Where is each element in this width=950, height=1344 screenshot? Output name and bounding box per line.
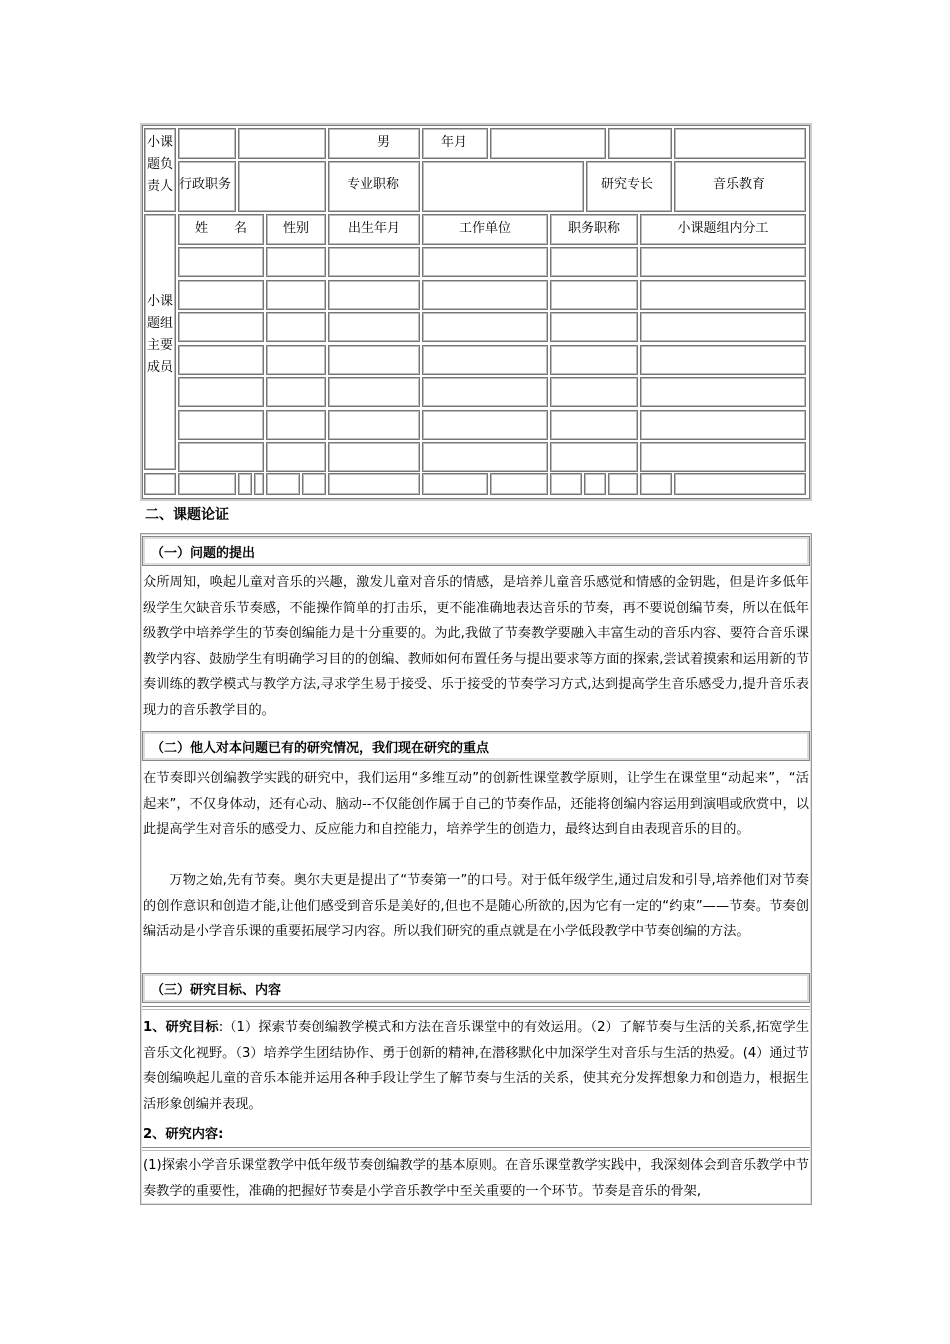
member-cell[interactable] <box>266 345 326 375</box>
member-cell[interactable] <box>640 410 806 440</box>
spacer-cell <box>608 473 638 495</box>
member-cell[interactable] <box>550 312 638 342</box>
header-gender: 性别 <box>266 214 326 245</box>
gender-value: 男 <box>377 135 391 150</box>
spacer-cell <box>640 473 672 495</box>
spacer-cell <box>490 473 548 495</box>
member-cell[interactable] <box>640 345 806 375</box>
admin-title-label: 行政职务 <box>179 177 232 192</box>
content-text: (1)探索小学音乐课堂教学中低年级节奏创编教学的基本原则。在音乐课堂教学实践中，我深刻体会到音乐教学中节奏教学的重要性，准确的把握好节奏是小学音乐教学中至关重要的一个环节。节奏是音乐的骨架, <box>143 1158 809 1199</box>
member-cell[interactable] <box>266 410 326 440</box>
cell-r1-5[interactable] <box>490 128 606 159</box>
section2-title: 二、课题论证 <box>145 507 229 523</box>
cell-r1-2[interactable] <box>238 128 326 159</box>
spacer-cell <box>178 473 236 495</box>
specialty-value: 音乐教育 <box>713 177 766 192</box>
pro-title-cell <box>328 161 420 212</box>
member-cell[interactable] <box>266 247 326 277</box>
part3-heading: （三）研究目标、内容 <box>142 973 810 1003</box>
member-cell[interactable] <box>266 442 326 472</box>
cell-r1-4 <box>422 128 488 159</box>
specialty-label: 研究专长 <box>601 177 654 192</box>
member-cell[interactable] <box>550 280 638 310</box>
member-cell[interactable] <box>640 312 806 342</box>
member-cell[interactable] <box>178 280 264 310</box>
member-cell[interactable] <box>550 442 638 472</box>
goal-text: :（1）探索节奏创编教学模式和方法在音乐课堂中的有效运用。（2）了解节奏与生活的关系,拓宽学生音乐文化视野。（3）培养学生团结协作、勇于创新的精神,在潜移默化中加深学生对音乐与生活的热爱。(4）通过节奏创编唤起儿童的音乐本能并运用各种手段让学生了解节奏与生活的关系，使其充分发挥想象力和创造力，根据生活形象创编并表现。 <box>143 1020 810 1112</box>
cell-r1-3 <box>328 128 420 159</box>
cell-r1-6[interactable] <box>608 128 672 159</box>
header-name: 姓 名 <box>178 214 264 245</box>
member-cell[interactable] <box>328 247 420 277</box>
member-cell[interactable] <box>422 377 548 407</box>
cell-r1-1[interactable] <box>178 128 236 159</box>
birth-label: 年月 <box>441 135 468 150</box>
pro-title-label: 专业职称 <box>347 177 400 192</box>
member-cell[interactable] <box>178 410 264 440</box>
member-cell[interactable] <box>178 312 264 342</box>
member-cell[interactable] <box>178 377 264 407</box>
header-division: 小课题组内分工 <box>640 214 806 245</box>
spacer-cell <box>144 473 176 495</box>
member-cell[interactable] <box>640 377 806 407</box>
spacer-cell <box>584 473 606 495</box>
member-cell[interactable] <box>640 442 806 472</box>
member-cell[interactable] <box>266 280 326 310</box>
spacer-cell <box>254 473 264 495</box>
specialty-cell <box>586 161 672 212</box>
member-cell[interactable] <box>328 377 420 407</box>
pro-title-value[interactable] <box>422 161 584 212</box>
spacer-cell <box>674 473 806 495</box>
header-workplace: 工作单位 <box>422 214 548 245</box>
member-cell[interactable] <box>266 312 326 342</box>
member-cell[interactable] <box>550 345 638 375</box>
part2-heading: （二）他人对本问题已有的研究情况，我们现在研究的重点 <box>142 731 810 761</box>
specialty-value-cell <box>674 161 806 212</box>
section-frame <box>140 533 812 1205</box>
part2-text2: 万物之始,先有节奏。奥尔夫更是提出了“节奏第一”的口号。对于低年级学生,通过启发和引导,培养他们对节奏的创作意识和创造才能,让他们感受到音乐是美好的,但也不是随心所欲的,因为它有一定的“约束”——节奏。节奏创编活动是小学音乐课的重要拓展学习内容。所以我们研究的重点就是在小学低段教学中节奏创编的方法。 <box>143 873 809 940</box>
admin-title-value[interactable] <box>238 161 326 212</box>
member-cell[interactable] <box>422 345 548 375</box>
member-cell[interactable] <box>328 280 420 310</box>
member-cell[interactable] <box>422 280 548 310</box>
member-cell[interactable] <box>328 442 420 472</box>
part2-text1: 在节奏即兴创编教学实践的研究中，我们运用“多维互动”的创新性课堂教学原则，让学生在课堂里“动起来”，“活起来”，不仅身体动，还有心动、脑动--不仅能创作属于自己的节奏作品，还能将创编内容运用到演唱或欣赏中，以此提高学生对音乐的感受力、反应能力和自控能力，培养学生的创造力，最终达到自由表现音乐的目的。 <box>143 771 809 838</box>
spacer-cell <box>302 473 326 495</box>
member-cell[interactable] <box>422 410 548 440</box>
member-cell[interactable] <box>422 312 548 342</box>
cell-r1-7[interactable] <box>674 128 806 159</box>
member-cell[interactable] <box>178 345 264 375</box>
header-birth: 出生年月 <box>328 214 420 245</box>
member-cell[interactable] <box>640 247 806 277</box>
spacer-cell <box>550 473 582 495</box>
member-cell[interactable] <box>328 410 420 440</box>
member-cell[interactable] <box>550 377 638 407</box>
member-cell[interactable] <box>422 442 548 472</box>
part1-heading: （一）问题的提出 <box>142 536 810 566</box>
spacer-cell <box>238 473 252 495</box>
spacer-cell <box>422 473 488 495</box>
content-label: 2、研究内容: <box>143 1127 224 1142</box>
header-position: 职务职称 <box>550 214 638 245</box>
member-cell[interactable] <box>550 247 638 277</box>
spacer-cell <box>328 473 420 495</box>
member-cell[interactable] <box>266 377 326 407</box>
member-cell[interactable] <box>422 247 548 277</box>
leader-label-cell <box>144 128 176 212</box>
leader-label: 小课题负责人 <box>147 135 174 194</box>
admin-title-cell <box>178 161 236 212</box>
member-cell[interactable] <box>178 247 264 277</box>
member-cell[interactable] <box>178 442 264 472</box>
members-label: 小课题组主要成员 <box>147 294 174 375</box>
part1-text: 众所周知，唤起儿童对音乐的兴趣，激发儿童对音乐的情感，是培养儿童音乐感觉和情感的金钥匙，但是许多低年级学生欠缺音乐节奏感，不能操作简单的打击乐，更不能准确地表达音乐的节奏，再不要说创编节奏，所以在低年级教学中培养学生的节奏创编能力是十分重要的。为此,我做了节奏教学要融入丰富生动的音乐内容、要符合音乐课教学内容、鼓励学生有明确学习目的的创编、教师如何布置任务与提出要求等方面的探索,尝试着摸索和运用新的节奏训练的教学模式与教学方法,寻求学生易于接受、乐于接受的节奏学习方式,达到提高学生音乐感受力,提升音乐表现力的音乐教学目的。 <box>143 575 809 718</box>
member-cell[interactable] <box>550 410 638 440</box>
spacer-cell <box>266 473 300 495</box>
goal-label: 1、研究目标 <box>143 1020 219 1035</box>
members-label-cell <box>144 214 176 470</box>
member-cell[interactable] <box>640 280 806 310</box>
member-cell[interactable] <box>328 312 420 342</box>
member-cell[interactable] <box>328 345 420 375</box>
